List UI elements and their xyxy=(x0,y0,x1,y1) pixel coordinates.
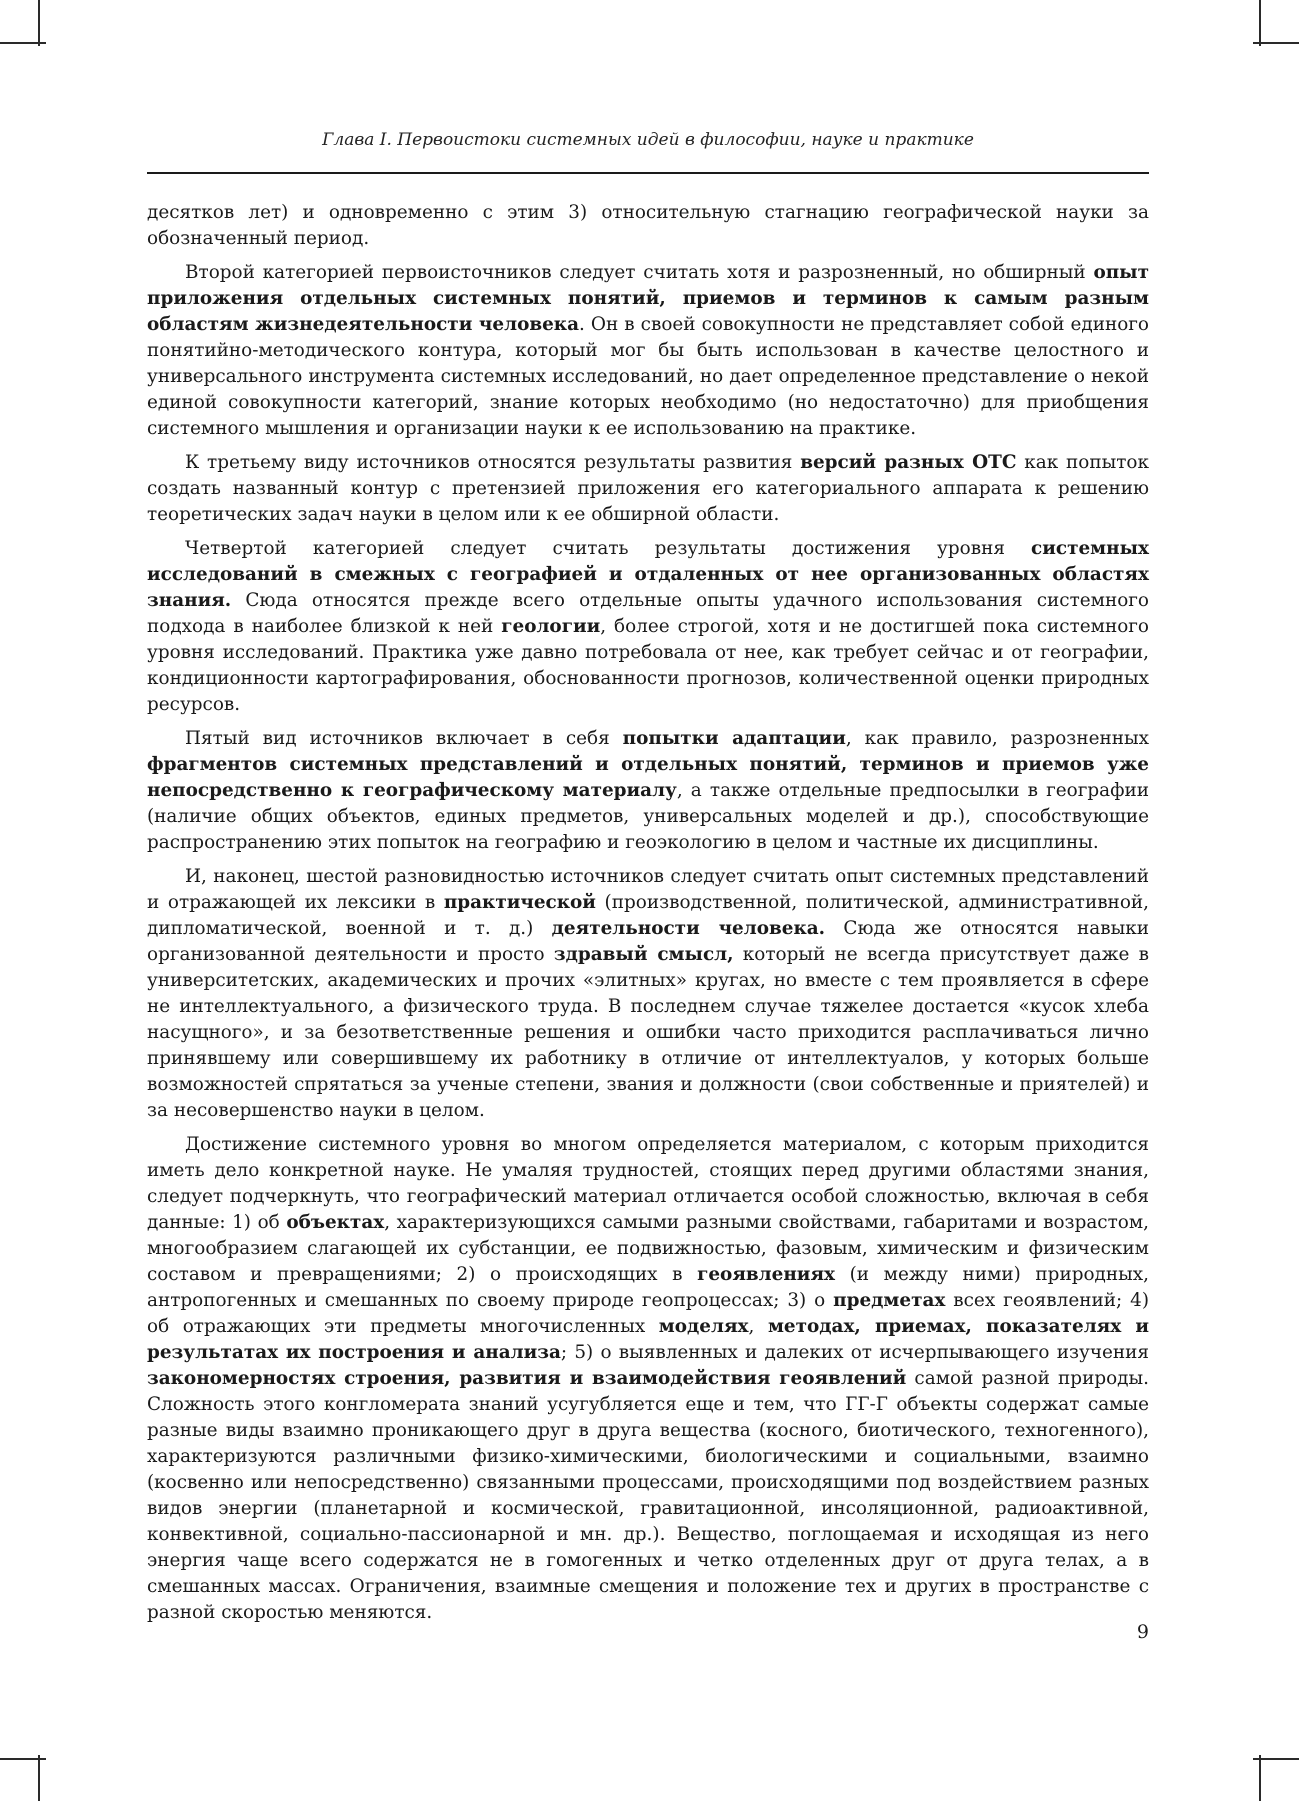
text-run: десятков лет) и одновременно с этим 3) относительную стагнацию географической науки за обозначенный период. xyxy=(147,202,1149,249)
bold-term: объектах xyxy=(286,1212,385,1233)
paragraph xyxy=(147,1132,1149,1626)
bold-term: версий разных ОТС xyxy=(800,452,1017,473)
text-run: И, наконец, шестой разновидностью источников следует считать опыт системных представлений и отражающей их лексики в xyxy=(147,866,1149,913)
bold-term: опыт приложения отдельных системных понятий, приемов и терминов к самым разным областям жизнедеятельности человека xyxy=(147,262,1149,335)
bold-term: системных исследований в смежных с географией и отдаленных от нее организованных областях знания. xyxy=(147,538,1149,611)
crop-mark-top-right xyxy=(1253,42,1299,44)
bold-term: попытки адаптации xyxy=(622,728,846,749)
text-run: Пятый вид источников включает в себя xyxy=(185,728,623,749)
text-run: Сюда же относятся навыки организованной деятельности и просто xyxy=(147,918,1150,965)
bold-term: здравый смысл, xyxy=(553,944,734,965)
crop-mark-bottom-right xyxy=(1253,1758,1299,1760)
text-run: (производственной, политической, административной, дипломатической, военной и т. д.) xyxy=(147,892,1149,939)
text-run: , а также отдельные предпосылки в географии (наличие общих объектов, единых предметов, универсальных моделей и др.), способствующие распространению этих попыток на географию и геоэкологию в целом и частные их дисциплины. xyxy=(147,780,1149,853)
text-run: Четвертой категорией следует считать результаты достижения уровня xyxy=(185,538,1032,559)
crop-mark-top-left xyxy=(0,42,46,44)
text-run: К третьему виду источников относятся результаты развития xyxy=(185,452,801,473)
paragraph xyxy=(147,536,1149,718)
crop-mark-top-left xyxy=(38,0,40,46)
crop-mark-bottom-left xyxy=(38,1755,40,1801)
text-run: (и между ними) природных, антропогенных и смешанных по своему природе геопроцессах; 3) о xyxy=(147,1264,1149,1311)
bold-term: геоявлениях xyxy=(697,1264,835,1285)
bold-term: моделях xyxy=(658,1316,749,1337)
paragraph xyxy=(147,260,1149,442)
text-run: , xyxy=(748,1316,768,1337)
text-run: , как правило, разрозненных xyxy=(845,728,1149,749)
body-text xyxy=(147,200,1149,1634)
bold-term: деятельности человека. xyxy=(551,918,826,939)
crop-mark-top-right xyxy=(1259,0,1261,46)
text-run: который не всегда присутствует даже в университетских, академических и прочих «элитных» кругах, но вместе с тем проявляется в сфере не интеллектуального, а физического труда. В последнем случае тяжелее достается «кусок хлеба насущного», и за безответственные решения и ошибки часто приходится расплачиваться лично принявшему или совершившему их работнику в отличие от интеллектуалов, у которых больше возможностей спрятаться за ученые степени, звания и должности (свои собственные и приятелей) и за несовершенство науки в целом. xyxy=(147,944,1150,1121)
text-run: , характеризующихся самыми разными свойствами, габаритами и возрастом, многообразием слагающей их субстанции, ее подвижностью, фазовым, химическим и физическим составом и превращениями; 2) о происходящих в xyxy=(147,1212,1150,1285)
text-run: Сюда относятся прежде всего отдельные опыты удачного использования системного подхода в наиболее близкой к ней xyxy=(147,590,1149,637)
bold-term: предметах xyxy=(833,1290,946,1311)
paragraph xyxy=(147,864,1149,1124)
paragraph xyxy=(147,200,1149,252)
bold-term: фрагментов системных представлений и отдельных понятий, терминов и приемов уже непосредственно к географическому материалу xyxy=(147,754,1149,801)
page-number: 9 xyxy=(1136,1621,1149,1643)
text-run: самой разной природы. Сложность этого конгломерата знаний усугубляется еще и тем, что ГГ-Г объекты содержат самые разные виды взаимно проникающего друг в друга вещества (косного, биотического, техногенного), характеризуются различными физико-химическими, биологическими и социальными, взаимно (косвенно или непосредственно) связанными процессами, происходящими под воздействием разных видов энергии (планетарной и космической, гравитационной, инсоляционной, радиоактивной, конвективной, социально-пассионарной и мн. др.). Вещество, поглощаемая и исходящая из него энергия чаще всего содержатся не в гомогенных и четко отделенных друг от друга телах, а в смешанных массах. Ограничения, взаимные смещения и положение тех и других в пространстве с разной скоростью меняются. xyxy=(147,1368,1149,1623)
text-run: Достижение системного уровня во многом определяется материалом, с которым приходится иметь дело конкретной науке. Не умаляя трудностей, стоящих перед другими областями знания, следует подчеркнуть, что географический материал отличается особой сложностью, включая в себя данные: 1) об xyxy=(147,1134,1149,1233)
text-run: , более строгой, хотя и не достигшей пока системного уровня исследований. Практика уже давно потребовала от нее, как требует сейчас и от географии, кондиционности картографирования, обоснованности прогнозов, количественной оценки природных ресурсов. xyxy=(147,616,1149,715)
text-run: . Он в своей совокупности не представляет собой единого понятийно-методического контура, который мог бы быть использован в качестве целостного и универсального инструмента системных исследований, но дает определенное представление о некой единой совокупности категорий, знание которых необходимо (но недостаточно) для приобщения системного мышления и организации науки к ее использованию на практике. xyxy=(147,314,1150,439)
crop-mark-bottom-right xyxy=(1259,1755,1261,1801)
text-run: Второй категорией первоисточников следует считать хотя и разрозненный, но обширный xyxy=(185,262,1094,283)
text-run: ; 5) о выявленных и далеких от исчерпывающего изучения xyxy=(560,1342,1149,1363)
paragraph xyxy=(147,726,1149,856)
running-header: Глава I. Первоистоки системных идей в философии, науке и практике xyxy=(322,130,974,150)
bold-term: методах, приемах, показателях и результатах их построения и анализа xyxy=(147,1316,1149,1363)
paragraph xyxy=(147,450,1149,528)
bold-term: геологии xyxy=(501,616,601,637)
bold-term: закономерностях строения, развития и взаимодействия геоявлений xyxy=(147,1368,907,1389)
text-run: как попыток создать названный контур с претензией приложения его категориального аппарата к решению теоретических задач науки в целом или к ее обширной области. xyxy=(147,452,1150,525)
header-rule xyxy=(147,172,1149,174)
crop-mark-bottom-left xyxy=(0,1758,46,1760)
bold-term: практической xyxy=(443,892,596,913)
text-run: всех геоявлений; 4) об отражающих эти предметы многочисленных xyxy=(147,1290,1149,1337)
